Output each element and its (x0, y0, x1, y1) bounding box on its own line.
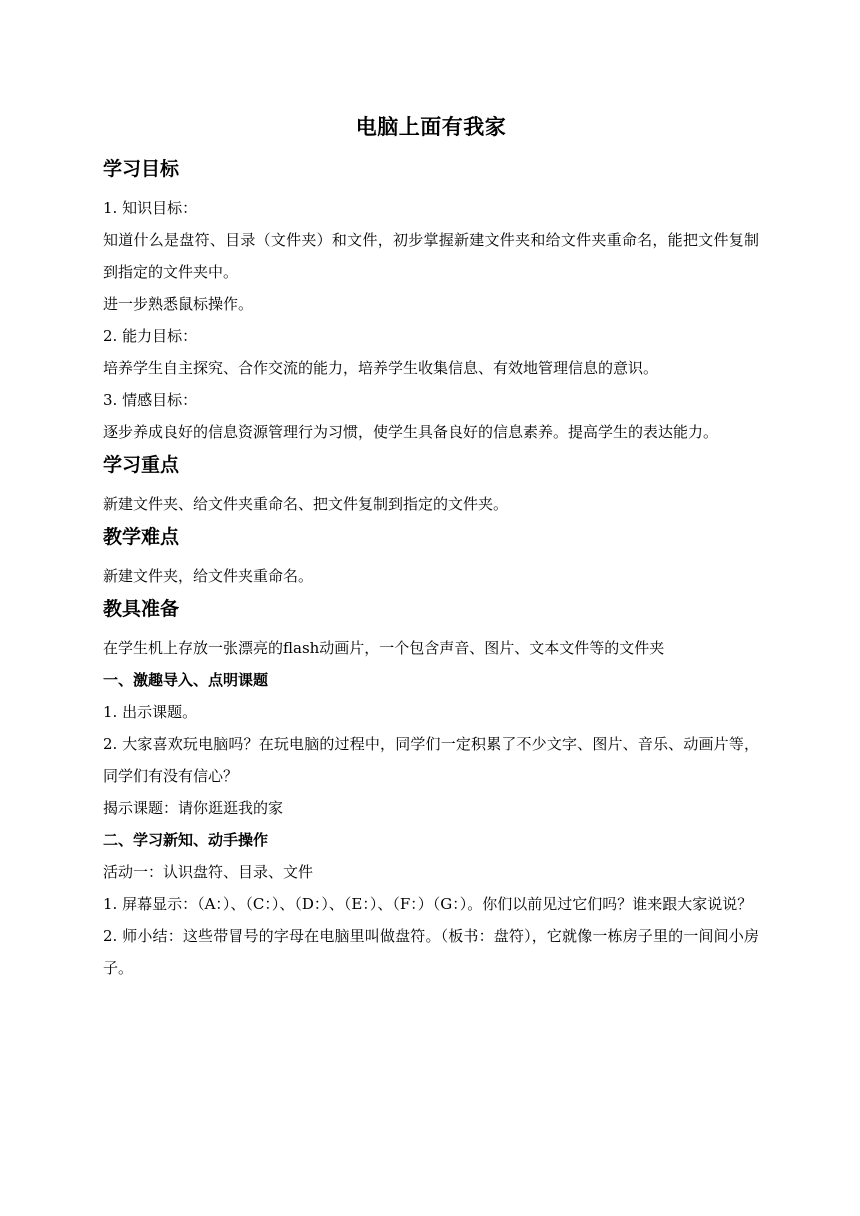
difficulties-section (103, 522, 759, 592)
section-1-heading: 一、激趣导入、点明课题 (103, 671, 269, 689)
objectives-line-4: 2. 能力目标： (103, 327, 198, 345)
section-2-line-3: 2. 师小结：这些带冒号的字母在电脑里叫做盘符。（板书：盘符），它就像一栋房子里的一间间小房子。 (103, 927, 759, 977)
section-1-line-3: 揭示课题：请你逛逛我的家 (103, 799, 284, 817)
section-1-line-2: 2. 大家喜欢玩电脑吗？在玩电脑的过程中，同学们一定积累了不少文字、图片、音乐、动画片等，同学们有没有信心？ (103, 735, 759, 785)
section-2-line-1: 活动一：认识盘符、目录、文件 (103, 863, 314, 881)
key-points-section (103, 450, 759, 520)
objectives-line-7: 逐步养成良好的信息资源管理行为习惯，使学生具备良好的信息素养。提高学生的表达能力。 (103, 423, 719, 441)
section-2-heading: 二、学习新知、动手操作 (103, 831, 269, 849)
objectives-line-3: 进一步熟悉鼠标操作。 (103, 295, 254, 313)
document-title: 电脑上面有我家 (355, 115, 507, 139)
materials-heading: 教具准备 (103, 598, 180, 620)
difficulties-heading: 教学难点 (103, 526, 180, 548)
objectives-line-6: 3. 情感目标： (103, 391, 198, 409)
objectives-line-5: 培养学生自主探究、合作交流的能力，培养学生收集信息、有效地管理信息的意识。 (103, 359, 659, 377)
materials-text: 在学生机上存放一张漂亮的flash动画片，一个包含声音、图片、文本文件等的文件夹 (103, 639, 665, 657)
section-1-line-1: 1. 出示课题。 (103, 703, 198, 721)
objectives-heading: 学习目标 (103, 158, 180, 180)
objectives-section (103, 154, 759, 448)
document-page (103, 112, 759, 984)
materials-section (103, 594, 759, 664)
key-points-heading: 学习重点 (103, 454, 180, 476)
objectives-line-2: 知道什么是盘符、目录（文件夹）和文件，初步掌握新建文件夹和给文件夹重命名，能把文件复制到指定的文件夹中。 (103, 231, 759, 281)
section-2-line-2: 1. 屏幕显示：（A：）、（C：）、（D：）、（E：）、（F：）（G：）。你们以前见过它们吗？谁来跟大家说说？ (103, 895, 753, 913)
section-2 (103, 824, 759, 984)
key-points-text: 新建文件夹、给文件夹重命名、把文件复制到指定的文件夹。 (103, 495, 509, 513)
section-1 (103, 664, 759, 824)
difficulties-text: 新建文件夹，给文件夹重命名。 (103, 567, 314, 585)
objectives-line-1: 1. 知识目标： (103, 199, 198, 217)
